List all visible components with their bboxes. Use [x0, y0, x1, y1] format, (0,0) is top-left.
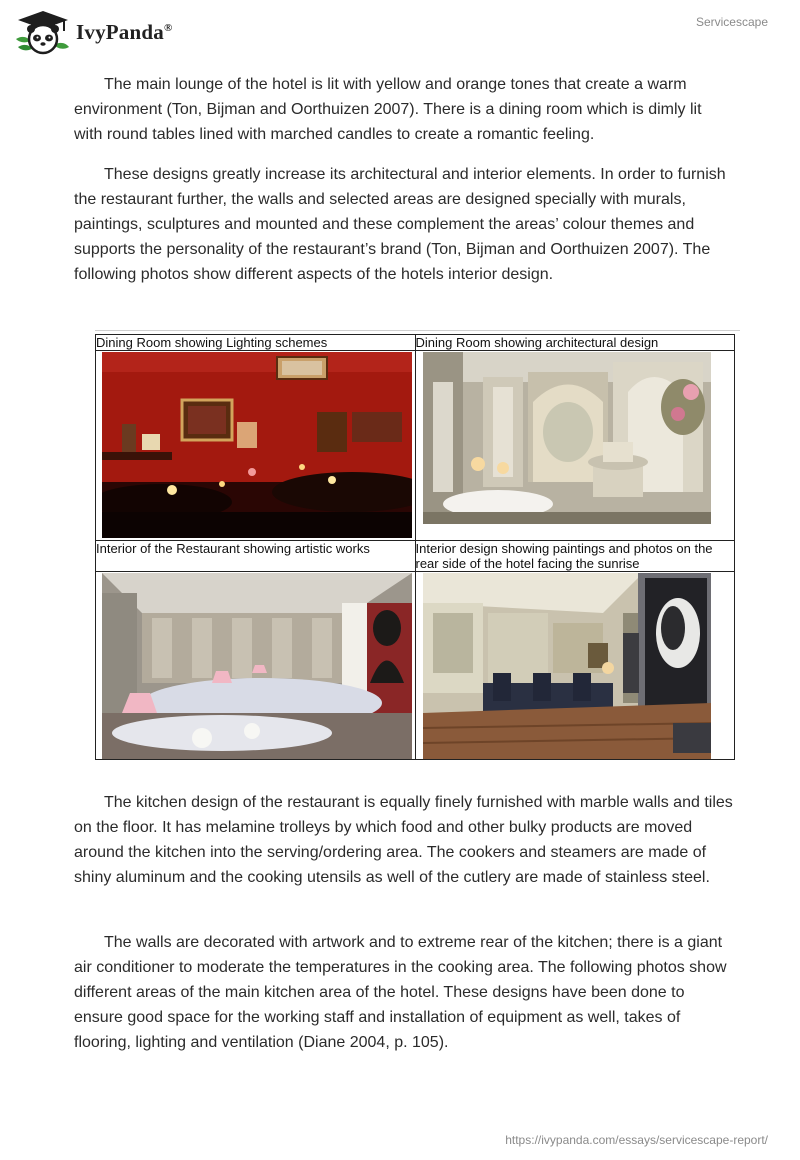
body-paragraph: The main lounge of the hotel is lit with yellow and orange tones that create a warm environment (Ton, Bijman and Oorthuizen 2007). There is a dining room which is dimly lit with round tables lined with marched candles to create a romantic feeling. — [74, 76, 702, 143]
table-top-rule — [95, 330, 740, 331]
photo-cell — [415, 351, 735, 541]
photo-caption: Dining Room showing architectural design — [415, 335, 735, 351]
dining-room-lighting-photo — [102, 352, 412, 538]
source-url[interactable]: https://ivypanda.com/essays/servicescape-report/ — [505, 1133, 768, 1147]
body-paragraph: These designs greatly increase its architectural and interior elements. In order to furnish the restaurant further, the walls and selected areas are designed specially with murals, paintings, sculptures and mounted and these complement the areas’ colour themes and supports the personality of the restaurant’s brand (Ton, Bijman and Oorthuizen 2007). The following photos show different aspects of the hotels interior design. — [74, 166, 726, 283]
body-paragraph: The kitchen design of the restaurant is equally finely furnished with marble walls and tiles on the floor. It has melamine trolleys by which food and other bulky products are moved around the kitchen into the serving/ordering area. The cookers and steamers are made of shiny aluminum and the cooking utensils as well of the cutlery are made of stainless steel. — [74, 794, 733, 886]
restaurant-artistic-works-photo — [102, 573, 412, 759]
panda-graduate-icon — [14, 9, 72, 55]
photo-caption: Interior design showing paintings and photos on the rear side of the hotel facing the sunrise — [415, 541, 735, 572]
brand-name: IvyPanda® — [76, 19, 173, 44]
photo-caption: Interior of the Restaurant showing artistic works — [96, 541, 416, 572]
interior-paintings-photo — [423, 573, 711, 759]
photo-cell — [96, 572, 416, 760]
dining-room-architecture-photo — [423, 352, 711, 524]
photo-caption: Dining Room showing Lighting schemes — [96, 335, 416, 351]
running-title: Servicescape — [695, 15, 768, 29]
ivypanda-logo[interactable] — [14, 9, 172, 55]
body-paragraph: The walls are decorated with artwork and to extreme rear of the kitchen; there is a giant air conditioner to moderate the temperatures in the cooking area. The following photos show different areas of the main kitchen area of the hotel. These designs have been done to ensure good space for the working staff and installation of equipment as well, takes of flooring, lighting and ventilation (Diane 2004, p. 105). — [74, 934, 727, 1051]
photo-cell — [415, 572, 735, 760]
page-header — [0, 0, 800, 60]
photo-cell — [96, 351, 416, 541]
photo-table — [95, 334, 735, 760]
